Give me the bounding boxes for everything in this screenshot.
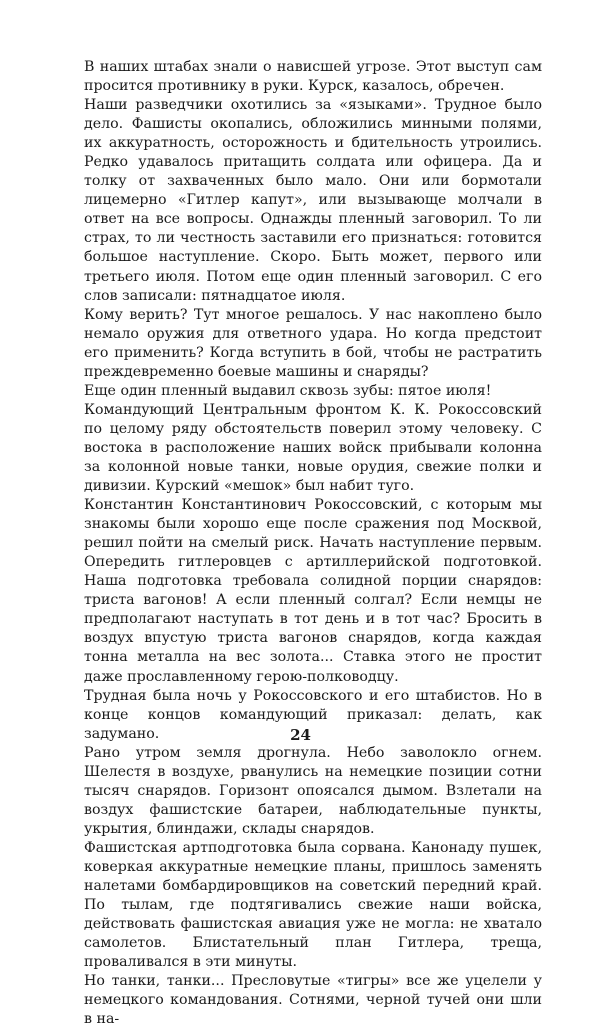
paragraph-10: Но танки, танки... Пресловутые «тигры» все же уцелели у немецкого командования. Сотнями, черной тучей они шли в на- [84,973,542,1028]
paragraph-5: Командующий Центральным фронтом К. К. Рокоссовский по целому ряду обстоятельств поверил этому человеку. С востока в расположение наших войск прибывали колонна за колонной новые танки, новые орудия, свежие полки и дивизии. Курский «мешок» был набит туго. [84,401,542,495]
paragraph-8: Рано утром земля дрогнула. Небо заволокло огнем. Шелестя в воздухе, рванулись на немецкие позиции сотни тысяч снарядов. Горизонт опоясался дымом. Взлетали на воздух фашистские батареи, наблюдательные пункты, укрытия, блиндажи, склады снарядов. [84,744,542,837]
body-text [84,58,542,1029]
paragraph-6: Константин Константинович Рокоссовский, с которым мы знакомы были хорошо еще после сражения под Москвой, решил пойти на смелый риск. Начать наступление первым. Опередить гитлеровцев с артиллерийской подготовкой. Наша подготовка требовала солидной порции снарядов: триста вагонов! А если пленный солгал? Если немцы не предполагают наступать в тот день и в тот час? Бросить в воздух впустую триста вагонов снарядов, когда каждая тонна металла на вес золота... Ставка этого не простит даже прославленному герою-полководцу. [84,497,542,685]
paragraph-2: Наши разведчики охотились за «языками». Трудное было дело. Фашисты окопались, обложились минными полями, их аккуратность, осторожность и бдительность утроились. Редко удавалось притащить солдата или офицера. Да и толку от захваченных было мало. Они или бормотали лицемерно «Гитлер капут», или вызывающе молчали в ответ на все вопросы. Однажды пленный заговорил. То ли страх, то ли честность заставили его признаться: готовится большое наступление. Скоро. Быть может, первого или третьего июля. Потом еще один пленный заговорил. С его слов записали: пятнадцатое июля. [84,97,542,304]
paragraph-9: Фашистская артподготовка была сорвана. Канонаду пушек, коверкая аккуратные немецкие планы, пришлось заменять налетами бомбардировщиков на советский передний край. По тылам, где подтягивались свежие наши войска, действовать фашистская авиация уже не могла: не хватало самолетов. Блистательный план Гитлера, треща, проваливался в эти минуты. [84,839,542,971]
paragraph-3: Кому верить? Тут многое решалось. У нас накоплено было немало оружия для ответного удара. Но когда предстоит его применить? Когда вступить в бой, чтобы не растратить преждевременно боевые машины и снаряды? [84,306,542,380]
paragraph-1: В наших штабах знали о нависшей угрозе. Этот выступ сам просится противнику в руки. Курск, казалось, обречен. [84,59,542,95]
paragraph-7: Трудная была ночь у Рокоссовского и его штабистов. Но в конце концов командующий приказал: делать, как задумано. [84,687,542,742]
paragraph-4: Еще один пленный выдавил сквозь зубы: пятое июля! [84,382,492,399]
page-number: 24 [290,726,311,744]
